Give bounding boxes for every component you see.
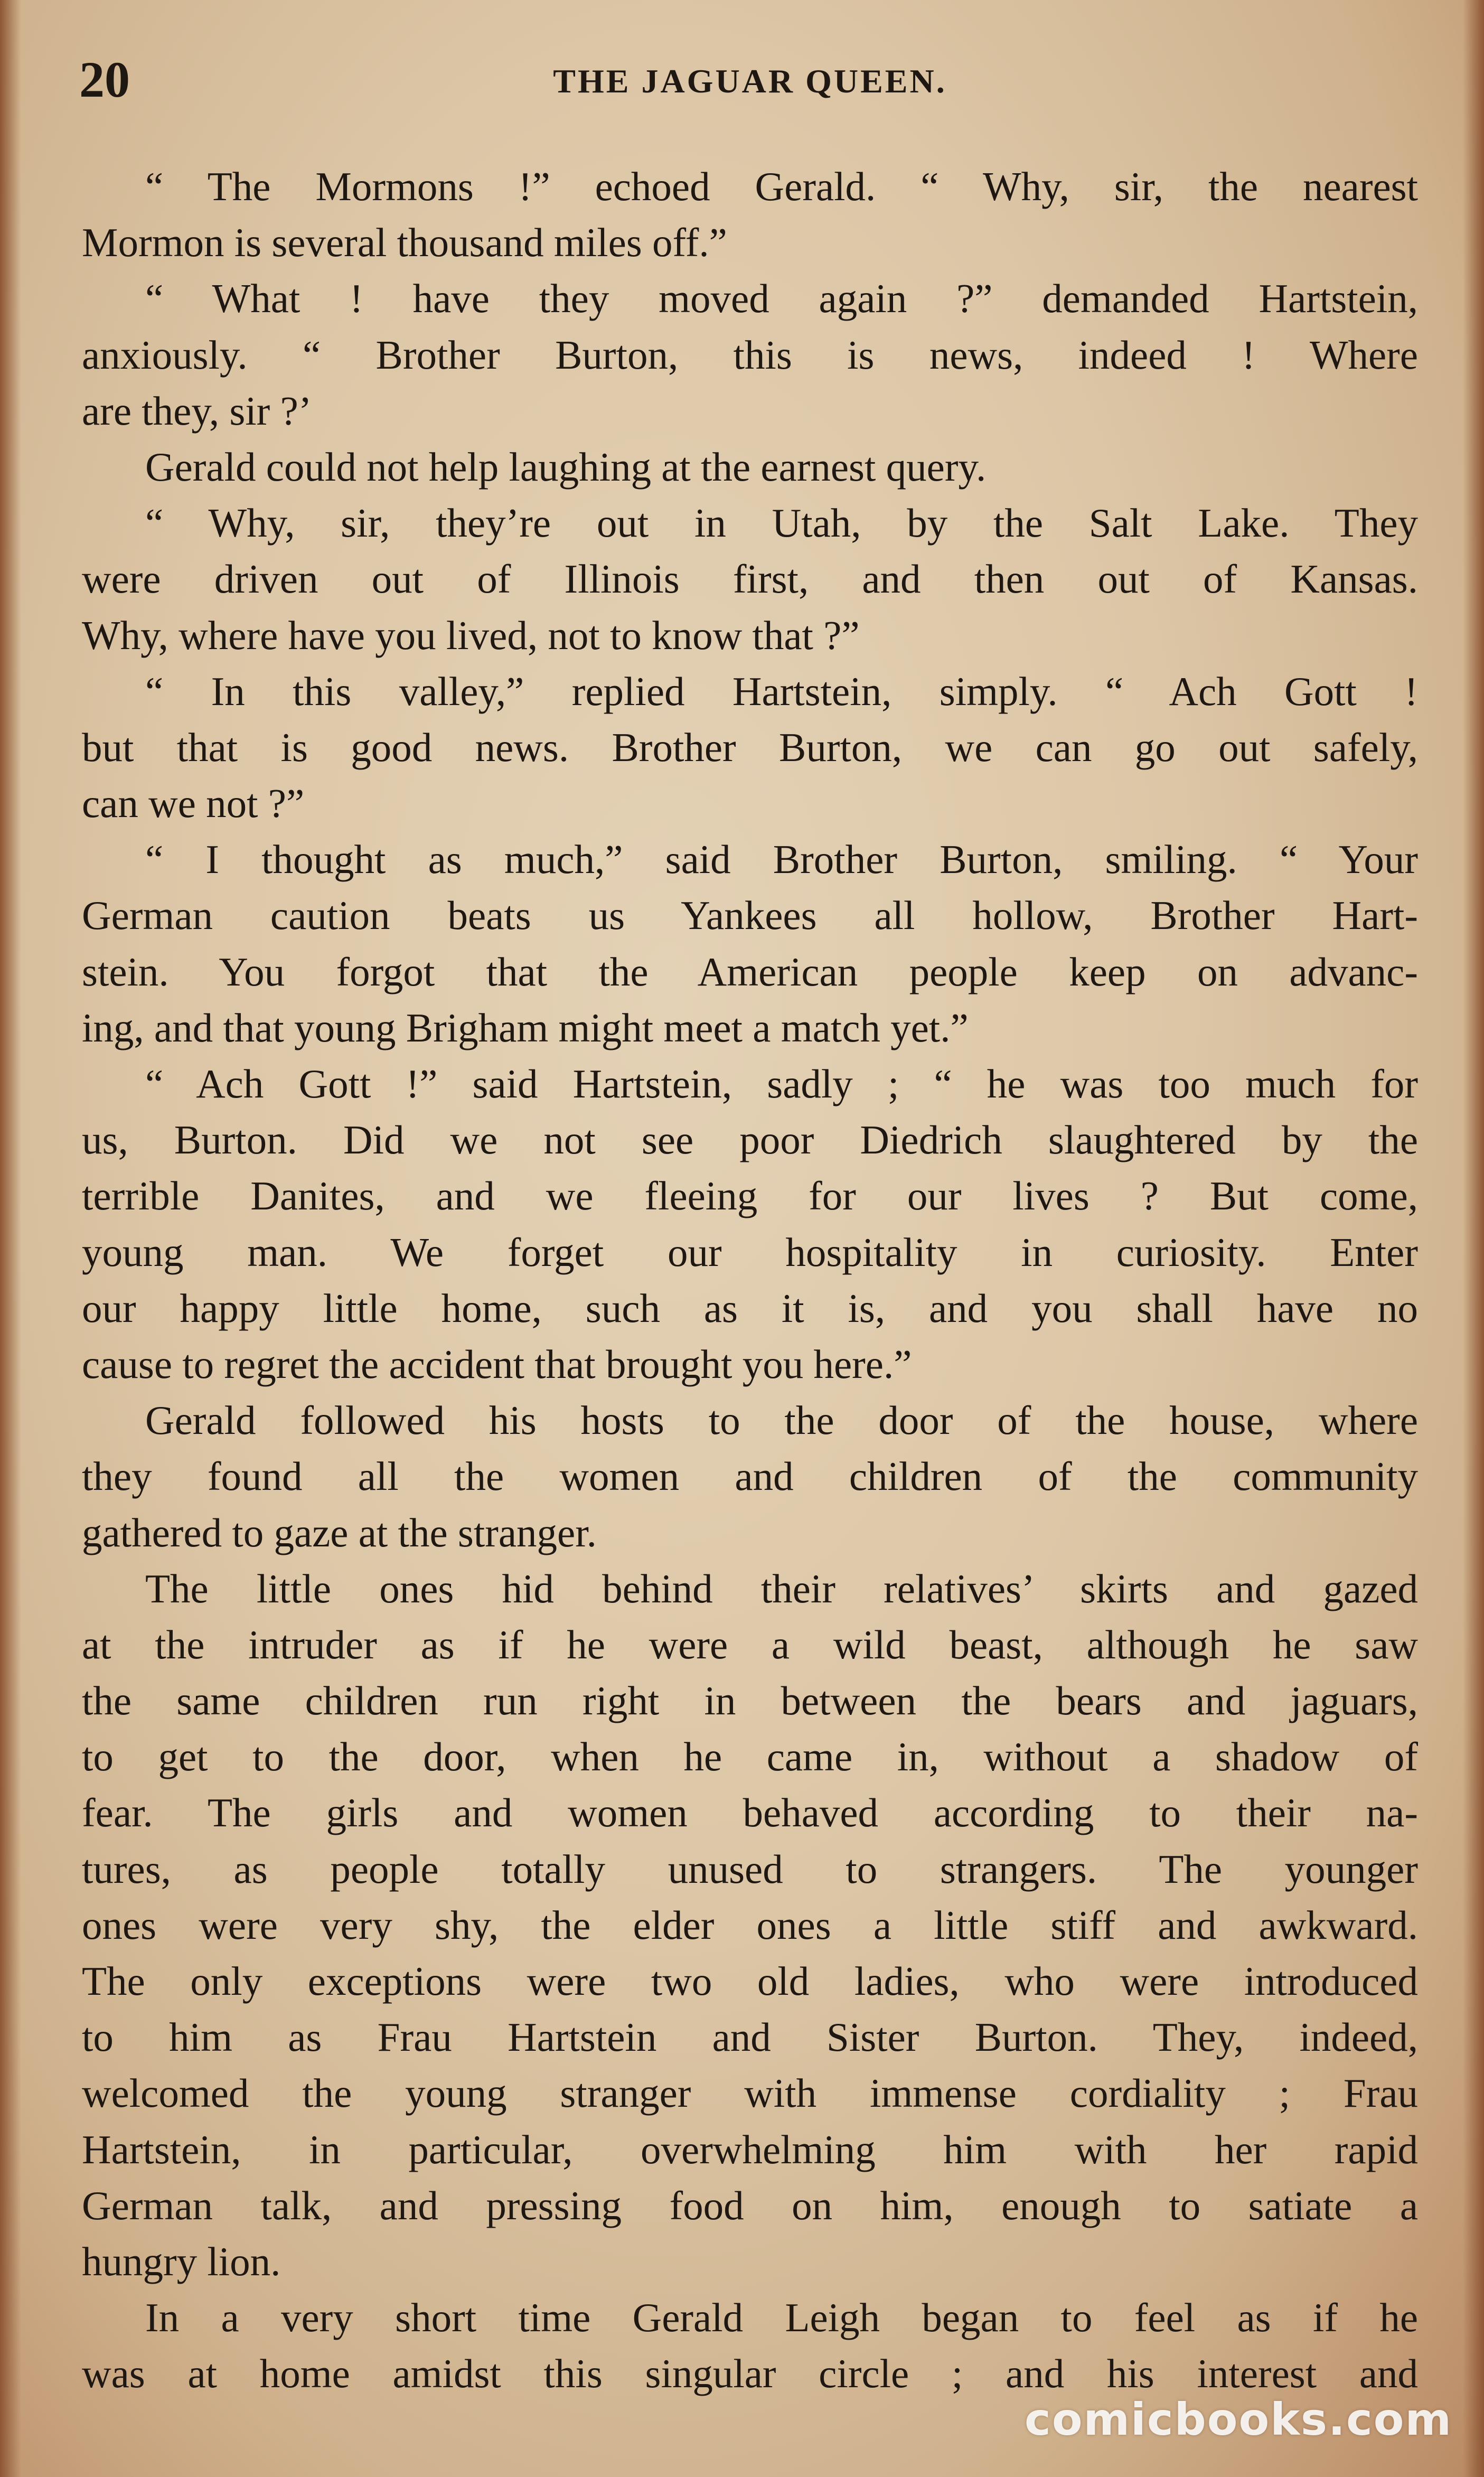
- text-line: “ What ! have they moved again ?” demanded Hartstein,: [145, 276, 1418, 322]
- text-line: us, Burton. Did we not see poor Diedrich slaughtered by the: [82, 1117, 1418, 1163]
- text-line: but that is good news. Brother Burton, we can go out safely,: [82, 724, 1418, 770]
- text-line: hungry lion.: [82, 2238, 281, 2284]
- text-line: In a very short time Gerald Leigh began to feel as if he: [145, 2295, 1418, 2341]
- page-number: 20: [79, 51, 130, 108]
- text-line: were driven out of Illinois first, and then out of Kansas.: [82, 556, 1418, 602]
- text-line: to get to the door, when he came in, without a shadow of: [82, 1734, 1418, 1780]
- text-line: can we not ?”: [82, 781, 305, 827]
- text-line: stein. You forgot that the American people keep on advanc-: [82, 949, 1418, 994]
- text-line: the same children run right in between the bears and jaguars,: [82, 1678, 1418, 1724]
- text-line: German talk, and pressing food on him, enough to satiate a: [82, 2182, 1418, 2228]
- text-line: The only exceptions were two old ladies, who were introduced: [82, 1958, 1418, 2004]
- running-title: THE JAGUAR QUEEN.: [553, 62, 947, 100]
- text-line: fear. The girls and women behaved according to their na-: [82, 1790, 1418, 1836]
- text-line: young man. We forget our hospitality in curiosity. Enter: [82, 1229, 1418, 1275]
- text-line: Gerald could not help laughing at the earnest query.: [145, 444, 987, 490]
- text-line: Hartstein, in particular, overwhelming him with her rapid: [82, 2126, 1418, 2172]
- text-line: ones were very shy, the elder ones a little stiff and awkward.: [82, 1902, 1418, 1948]
- page-edge-left: [0, 0, 21, 2477]
- text-line: welcomed the young stranger with immense cordiality ; Frau: [82, 2070, 1418, 2116]
- text-line: was at home amidst this singular circle ; and his interest and: [82, 2351, 1418, 2397]
- text-line: “ Why, sir, they’re out in Utah, by the Salt Lake. They: [145, 500, 1418, 546]
- text-line: Mormon is several thousand miles off.”: [82, 220, 727, 266]
- page-edge-right: [1463, 0, 1484, 2477]
- text-line: are they, sir ?’: [82, 388, 312, 434]
- text-line: Gerald followed his hosts to the door of the house, where: [145, 1397, 1418, 1443]
- text-line: “ In this valley,” replied Hartstein, simply. “ Ach Gott !: [145, 668, 1418, 714]
- text-line: terrible Danites, and we fleeing for our lives ? But come,: [82, 1173, 1418, 1219]
- body-text: [82, 158, 1418, 2402]
- text-line: German caution beats us Yankees all hollow, Brother Hart-: [82, 893, 1418, 939]
- text-block: [82, 158, 1418, 2402]
- text-line: at the intruder as if he were a wild beast, although he saw: [82, 1621, 1418, 1667]
- text-line: our happy little home, such as it is, and you shall have no: [82, 1285, 1418, 1331]
- text-line: Why, where have you lived, not to know that ?”: [82, 612, 860, 658]
- text-line: “ The Mormons !” echoed Gerald. “ Why, sir, the nearest: [145, 164, 1418, 209]
- text-line: gathered to gaze at the stranger.: [82, 1509, 597, 1555]
- watermark: comicbooks.com: [1025, 2394, 1452, 2445]
- text-line: The little ones hid behind their relatives’ skirts and gazed: [145, 1565, 1418, 1611]
- page-header: [79, 50, 1421, 114]
- text-line: “ Ach Gott !” said Hartstein, sadly ; “ he was too much for: [145, 1061, 1418, 1106]
- text-line: to him as Frau Hartstein and Sister Burton. They, indeed,: [82, 2014, 1418, 2060]
- text-line: they found all the women and children of the community: [82, 1453, 1418, 1499]
- text-line: tures, as people totally unused to strangers. The younger: [82, 1846, 1418, 1892]
- text-line: “ I thought as much,” said Brother Burton, smiling. “ Your: [145, 837, 1418, 883]
- text-line: anxiously. “ Brother Burton, this is news, indeed ! Where: [82, 332, 1418, 378]
- text-line: ing, and that young Brigham might meet a match yet.”: [82, 1005, 969, 1050]
- text-line: cause to regret the accident that brought you here.”: [82, 1341, 912, 1387]
